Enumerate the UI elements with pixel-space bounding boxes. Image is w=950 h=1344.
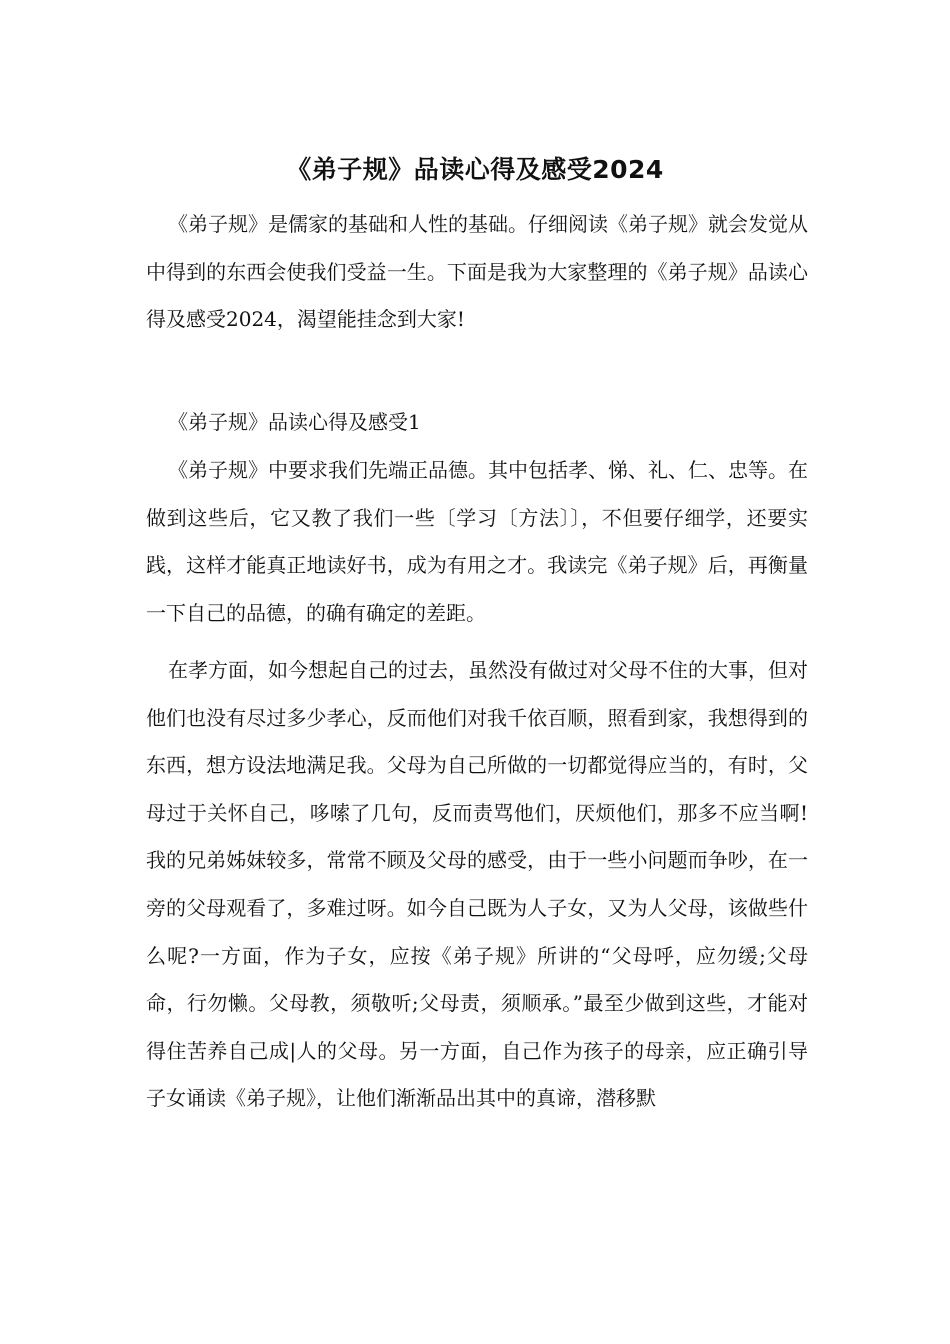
body-paragraph-2: 在孝方面，如今想起自己的过去，虽然没有做过对父母不住的大事，但对他们也没有尽过多少孝心，反而他们对我千依百顺，照看到家，我想得到的东西，想方设法地满足我。父母为自己所做的一切都觉得应当的，有时，父母过于关怀自己，哆嗦了几句，反而责骂他们，厌烦他们，那多不应当啊!我的兄弟姊妹较多，常常不顾及父母的感受，由于一些小问题而争吵，在一旁的父母观看了，多难过呀。如今自己既为人子女，又为人父母，该做些什么呢?一方面，作为子女，应按《弟子规》所讲的“父母呼，应勿缓;父母命，行勿懒。父母教，须敬听;父母责，须顺承。”最至少做到这些，才能对得住苦养自己成|人的父母。另一方面，自己作为孩子的母亲，应正确引导子女诵读《弟子规》，让他们渐渐品出其中的真谛，潜移默 [146,658,808,1111]
section-heading: 《弟子规》品读心得及感受1 [168,410,421,434]
document-title: 《弟子规》品读心得及感受2024 [286,155,664,184]
intro-paragraph: 《弟子规》是儒家的基础和人性的基础。仔细阅读《弟子规》就会发觉从中得到的东西会使我们受益一生。下面是我为大家整理的《弟子规》品读心得及感受2024，渴望能挂念到大家! [146,212,808,332]
body-paragraph-1: 《弟子规》中要求我们先端正品德。其中包括孝、悌、礼、仁、忠等。在做到这些后，它又教了我们一些〔学习〔方法〕〕，不但要仔细学，还要实践，这样才能真正地读好书，成为有用之才。我读完《弟子规》后，再衡量一下自己的品德，的确有确定的差距。 [146,458,808,625]
